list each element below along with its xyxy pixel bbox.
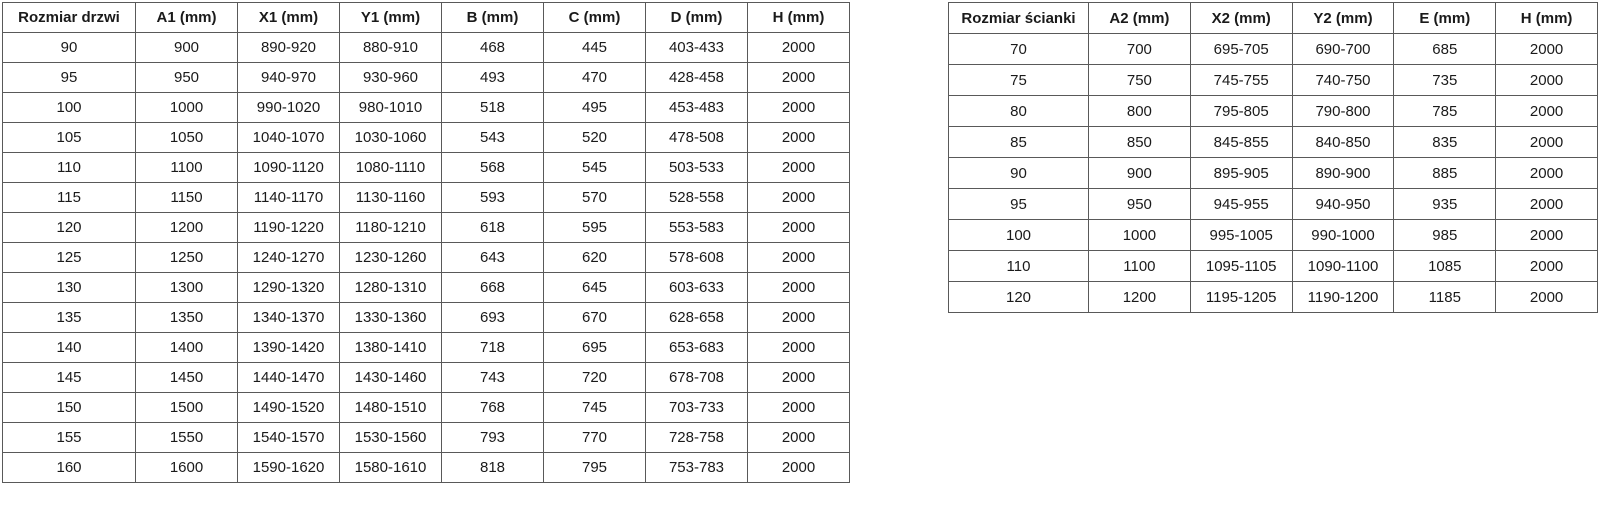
table-cell: 1190-1220 [238,213,340,243]
table-cell: 80 [949,96,1089,127]
table-row [949,251,1598,282]
table-cell: 75 [949,65,1089,96]
table-cell: 85 [949,127,1089,158]
table-cell: 945-955 [1190,189,1292,220]
table-cell: 618 [442,213,544,243]
table-cell: 568 [442,153,544,183]
table-cell: 718 [442,333,544,363]
table-cell: 1100 [1089,251,1191,282]
table-row [3,33,850,63]
table-cell: 130 [3,273,136,303]
table-cell: 140 [3,333,136,363]
table-cell: 980-1010 [340,93,442,123]
table-cell: 593 [442,183,544,213]
table-cell: 1590-1620 [238,453,340,483]
table-cell: 543 [442,123,544,153]
table-cell: 750 [1089,65,1191,96]
table-cell: 2000 [1496,282,1598,313]
column-header: H (mm) [1496,3,1598,34]
table-cell: 1040-1070 [238,123,340,153]
table-cell: 120 [3,213,136,243]
table-cell: 890-900 [1292,158,1394,189]
table-row [3,213,850,243]
table-cell: 935 [1394,189,1496,220]
table-cell: 693 [442,303,544,333]
table-cell: 150 [3,393,136,423]
table-cell: 1440-1470 [238,363,340,393]
table-cell: 1000 [1089,220,1191,251]
table-cell: 1540-1570 [238,423,340,453]
table-cell: 1250 [136,243,238,273]
table-cell: 2000 [748,93,850,123]
table-row [3,453,850,483]
door-sizes-table [2,2,850,483]
column-header: E (mm) [1394,3,1496,34]
table-cell: 115 [3,183,136,213]
table-cell: 100 [949,220,1089,251]
table-cell: 743 [442,363,544,393]
column-header: X2 (mm) [1190,3,1292,34]
table-cell: 2000 [748,303,850,333]
table-cell: 1340-1370 [238,303,340,333]
table-cell: 470 [544,63,646,93]
table-cell: 795-805 [1190,96,1292,127]
table-cell: 1180-1210 [340,213,442,243]
table-cell: 950 [1089,189,1191,220]
table-cell: 1300 [136,273,238,303]
table-cell: 1030-1060 [340,123,442,153]
table-cell: 653-683 [646,333,748,363]
table-cell: 790-800 [1292,96,1394,127]
table-cell: 1290-1320 [238,273,340,303]
table-cell: 1480-1510 [340,393,442,423]
table-cell: 670 [544,303,646,333]
table-row [3,333,850,363]
table-cell: 700 [1089,34,1191,65]
table-cell: 1090-1100 [1292,251,1394,282]
table-cell: 145 [3,363,136,393]
table-cell: 595 [544,213,646,243]
table-cell: 2000 [1496,96,1598,127]
table-cell: 445 [544,33,646,63]
table-cell: 1130-1160 [340,183,442,213]
table-cell: 553-583 [646,213,748,243]
table-cell: 728-758 [646,423,748,453]
table-cell: 1390-1420 [238,333,340,363]
table-cell: 2000 [1496,34,1598,65]
column-header: X1 (mm) [238,3,340,33]
table-cell: 818 [442,453,544,483]
column-header: A1 (mm) [136,3,238,33]
table-cell: 70 [949,34,1089,65]
table-cell: 1140-1170 [238,183,340,213]
table-cell: 1090-1120 [238,153,340,183]
table-row [3,153,850,183]
table-row [3,183,850,213]
table-cell: 570 [544,183,646,213]
table-cell: 1350 [136,303,238,333]
table-cell: 690-700 [1292,34,1394,65]
table-row [949,189,1598,220]
table-cell: 695-705 [1190,34,1292,65]
table-cell: 740-750 [1292,65,1394,96]
table-cell: 770 [544,423,646,453]
table-cell: 795 [544,453,646,483]
table-cell: 1550 [136,423,238,453]
table-cell: 2000 [748,183,850,213]
table-cell: 695 [544,333,646,363]
table-row [3,93,850,123]
table-cell: 2000 [1496,65,1598,96]
column-header: Y2 (mm) [1292,3,1394,34]
table-cell: 930-960 [340,63,442,93]
table-cell: 2000 [748,333,850,363]
table-row [3,393,850,423]
table-cell: 1050 [136,123,238,153]
table-cell: 628-658 [646,303,748,333]
table-cell: 160 [3,453,136,483]
table-cell: 120 [949,282,1089,313]
column-header: H (mm) [748,3,850,33]
table-cell: 2000 [1496,158,1598,189]
table-cell: 2000 [748,213,850,243]
table-cell: 745-755 [1190,65,1292,96]
table-cell: 495 [544,93,646,123]
table-cell: 2000 [748,363,850,393]
header-row [3,3,850,33]
table-cell: 1190-1200 [1292,282,1394,313]
column-header: Y1 (mm) [340,3,442,33]
table-row [949,65,1598,96]
table-cell: 785 [1394,96,1496,127]
column-header: Rozmiar ścianki [949,3,1089,34]
column-header: C (mm) [544,3,646,33]
table-cell: 890-920 [238,33,340,63]
table-cell: 1200 [1089,282,1191,313]
table-cell: 753-783 [646,453,748,483]
table-cell: 105 [3,123,136,153]
table-cell: 1430-1460 [340,363,442,393]
table-cell: 768 [442,393,544,423]
table-cell: 678-708 [646,363,748,393]
table-cell: 2000 [748,453,850,483]
table-cell: 2000 [1496,127,1598,158]
table-cell: 990-1000 [1292,220,1394,251]
table-cell: 685 [1394,34,1496,65]
table-cell: 100 [3,93,136,123]
table-cell: 493 [442,63,544,93]
table-cell: 885 [1394,158,1496,189]
table-cell: 2000 [748,33,850,63]
table-cell: 518 [442,93,544,123]
table-cell: 1000 [136,93,238,123]
table-cell: 1400 [136,333,238,363]
table-cell: 850 [1089,127,1191,158]
table-cell: 2000 [1496,220,1598,251]
table-cell: 1450 [136,363,238,393]
table-cell: 603-633 [646,273,748,303]
table-cell: 668 [442,273,544,303]
table-cell: 2000 [748,273,850,303]
table-cell: 520 [544,123,646,153]
table-cell: 1080-1110 [340,153,442,183]
table-cell: 620 [544,243,646,273]
table-cell: 2000 [748,153,850,183]
table-cell: 403-433 [646,33,748,63]
table-cell: 95 [949,189,1089,220]
table-cell: 110 [3,153,136,183]
table-cell: 2000 [748,123,850,153]
table-cell: 1530-1560 [340,423,442,453]
table-cell: 950 [136,63,238,93]
table-row [949,282,1598,313]
table-cell: 1200 [136,213,238,243]
column-header: D (mm) [646,3,748,33]
table-cell: 1580-1610 [340,453,442,483]
table-cell: 453-483 [646,93,748,123]
table-cell: 990-1020 [238,93,340,123]
table-cell: 2000 [748,393,850,423]
table-cell: 645 [544,273,646,303]
column-header: B (mm) [442,3,544,33]
table-cell: 985 [1394,220,1496,251]
column-header: A2 (mm) [1089,3,1191,34]
table-cell: 155 [3,423,136,453]
table-row [949,220,1598,251]
table-cell: 1500 [136,393,238,423]
table-cell: 135 [3,303,136,333]
table-row [949,34,1598,65]
table-cell: 1240-1270 [238,243,340,273]
table-cell: 1150 [136,183,238,213]
table-cell: 90 [949,158,1089,189]
table-row [949,127,1598,158]
table-row [3,423,850,453]
table-cell: 1280-1310 [340,273,442,303]
table-cell: 545 [544,153,646,183]
table-cell: 1195-1205 [1190,282,1292,313]
table-cell: 643 [442,243,544,273]
table-cell: 2000 [1496,189,1598,220]
table-cell: 703-733 [646,393,748,423]
table-cell: 503-533 [646,153,748,183]
table-cell: 900 [136,33,238,63]
table-cell: 895-905 [1190,158,1292,189]
table-row [3,123,850,153]
table-cell: 793 [442,423,544,453]
table-cell: 880-910 [340,33,442,63]
table-cell: 1095-1105 [1190,251,1292,282]
wall-panel-sizes-table [948,2,1598,313]
table-cell: 800 [1089,96,1191,127]
table-cell: 940-970 [238,63,340,93]
table-cell: 995-1005 [1190,220,1292,251]
table-cell: 2000 [1496,251,1598,282]
table-cell: 1380-1410 [340,333,442,363]
table-row [3,63,850,93]
table-cell: 1100 [136,153,238,183]
column-header: Rozmiar drzwi [3,3,136,33]
table-cell: 2000 [748,243,850,273]
table-cell: 528-558 [646,183,748,213]
table-cell: 940-950 [1292,189,1394,220]
table-row [3,243,850,273]
table-cell: 2000 [748,423,850,453]
table-cell: 95 [3,63,136,93]
table-cell: 900 [1089,158,1191,189]
table-cell: 90 [3,33,136,63]
table-cell: 845-855 [1190,127,1292,158]
table-row [3,303,850,333]
table-cell: 1490-1520 [238,393,340,423]
table-cell: 478-508 [646,123,748,153]
table-cell: 840-850 [1292,127,1394,158]
table-row [3,363,850,393]
table-cell: 1085 [1394,251,1496,282]
table-cell: 1330-1360 [340,303,442,333]
table-cell: 468 [442,33,544,63]
table-cell: 745 [544,393,646,423]
table-row [3,273,850,303]
table-cell: 110 [949,251,1089,282]
table-cell: 1230-1260 [340,243,442,273]
table-cell: 720 [544,363,646,393]
header-row [949,3,1598,34]
table-cell: 125 [3,243,136,273]
table-cell: 1185 [1394,282,1496,313]
table-cell: 578-608 [646,243,748,273]
table-row [949,158,1598,189]
table-row [949,96,1598,127]
table-cell: 835 [1394,127,1496,158]
table-cell: 735 [1394,65,1496,96]
table-cell: 428-458 [646,63,748,93]
table-cell: 1600 [136,453,238,483]
table-cell: 2000 [748,63,850,93]
